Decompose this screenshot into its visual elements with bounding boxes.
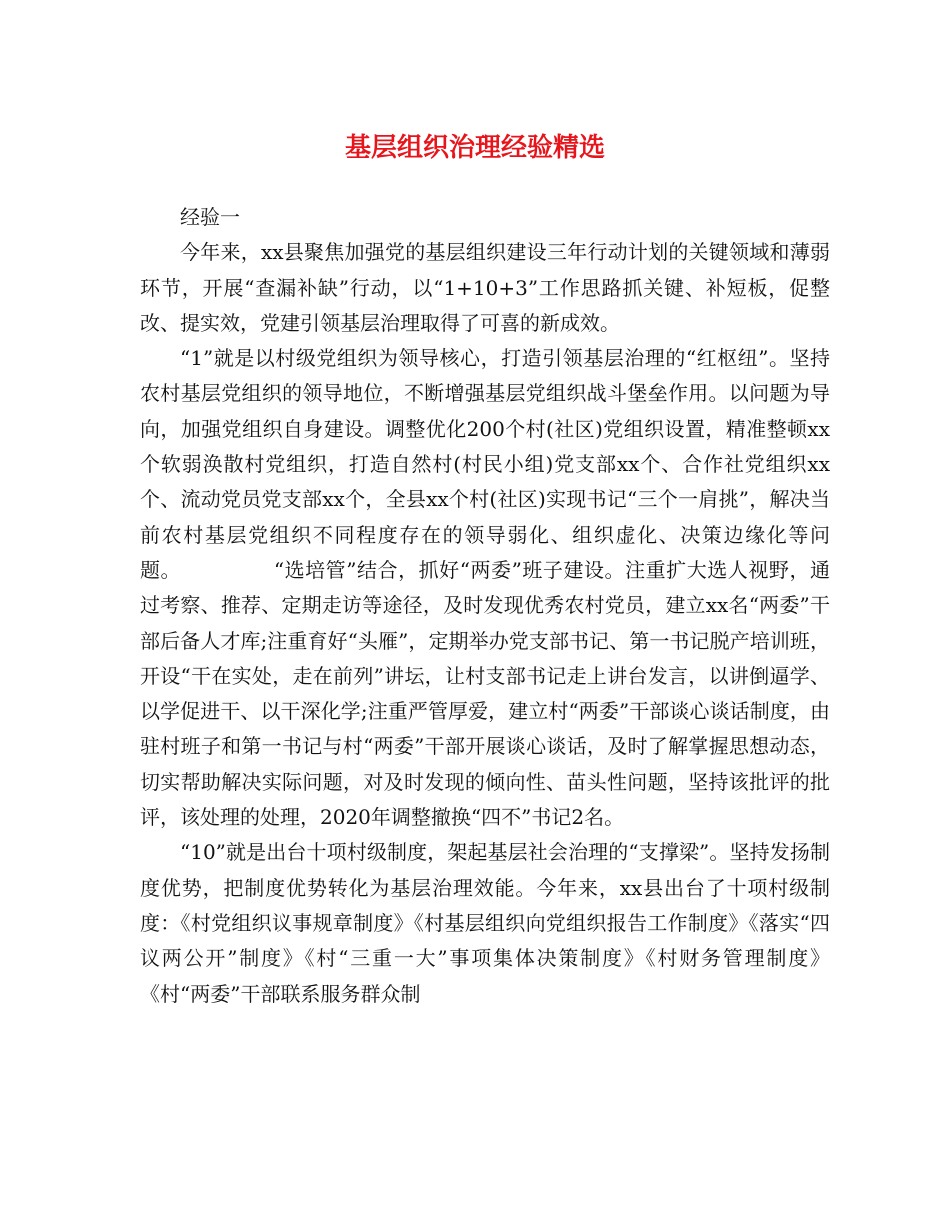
paragraph-ten: “10”就是出台十项村级制度，架起基层社会治理的“支撑梁”。坚持发扬制度优势，把制度优势转化为基层治理效能。今年来，xx县出台了十项村级制度：《村党组织议事规章制度》《村基层组织向党组织报告工作制度》《落实“四议两公开”制度》《村“三重一大”事项集体决策制度》《村财务管理制度》《村“两委”干部联系服务群众制 [140,840,830,1006]
paragraph-heading: 经验一 [180,205,240,229]
paragraph-one: “1”就是以村级党组织为领导核心，打造引领基层治理的“红枢纽”。坚持农村基层党组织的领导地位，不断增强基层党组织战斗堡垒作用。以问题为导向，加强党组织自身建设。调整优化200个村(社区)党组织设置，精准整顿xx个软弱涣散村党组织，打造自然村(村民小组)党支部xx个、合作社党组织xx个、流动党员党支部xx个，全县xx个村(社区)实现书记“三个一肩挑”，解决当前农村基层党组织不同程度存在的领导弱化、组织虚化、决策边缘化等问题。 “选培管”结合，抓好“两委”班子建设。注重扩大选人视野，通过考察、推荐、定期走访等途径，及时发现优秀农村党员，建立xx名“两委”干部后备人才库;注重育好“头雁”，定期举办党支部书记、第一书记脱产培训班，开设“干在实处，走在前列”讲坛，让村支部书记走上讲台发言，以讲倒逼学、以学促进干、以干深化学;注重严管厚爱，建立村“两委”干部谈心谈话制度，由驻村班子和第一书记与村“两委”干部开展谈心谈话，及时了解掌握思想动态，切实帮助解决实际问题，对及时发现的倾向性、苗头性问题，坚持该批评的批评，该处理的处理，2020年调整撤换“四不”书记2名。 [140,346,830,830]
document-body [140,200,830,1012]
paragraph-intro: 今年来，xx县聚焦加强党的基层组织建设三年行动计划的关键领域和薄弱环节，开展“查漏补缺”行动，以“1+10+3”工作思路抓关键、补短板，促整改、提实效，党建引领基层治理取得了可喜的新成效。 [140,240,830,335]
document-title: 基层组织治理经验精选 [344,133,605,163]
